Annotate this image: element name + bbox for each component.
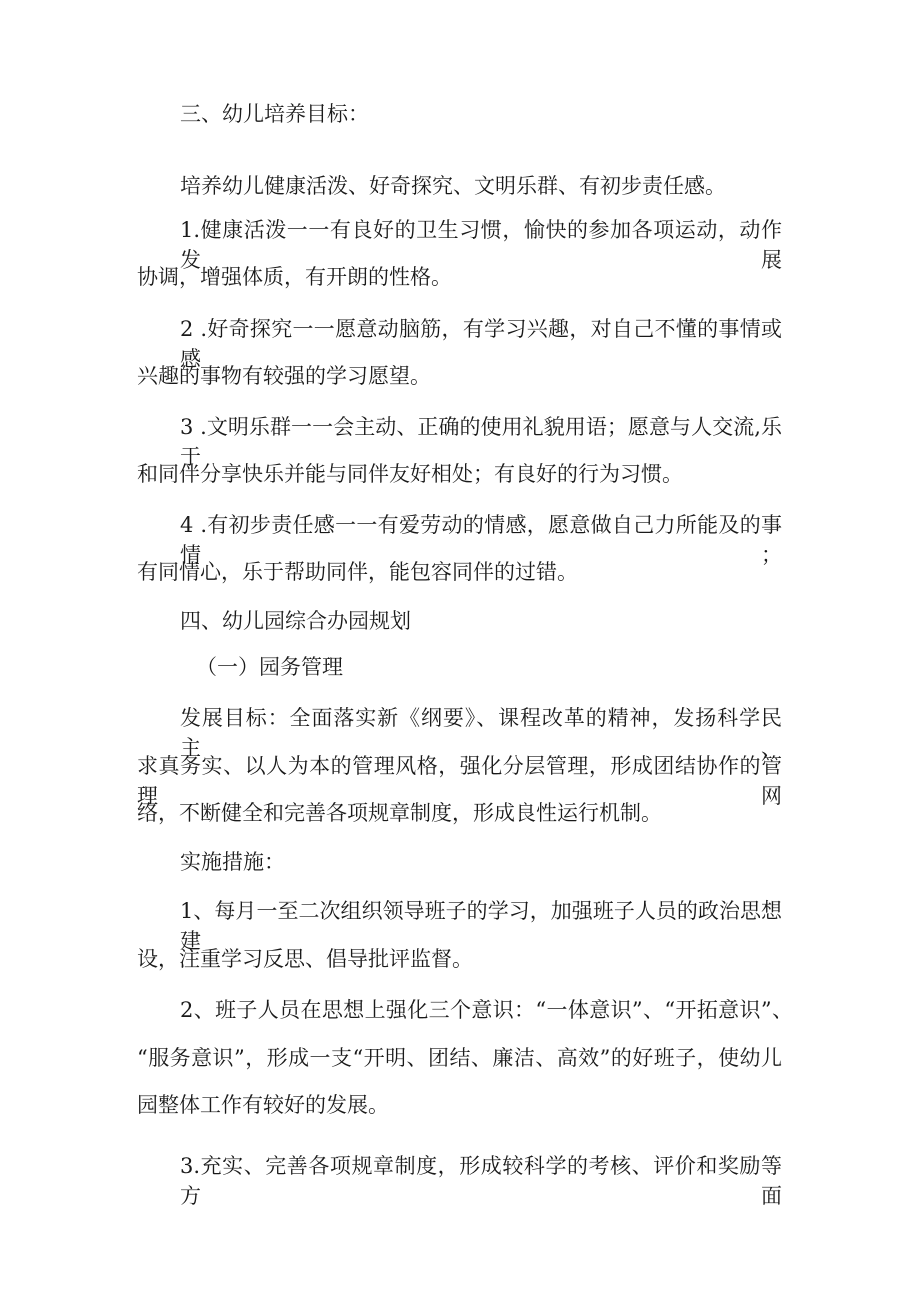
goal-2-line-2: 兴趣的事物有较强的学习愿望。 bbox=[137, 364, 431, 388]
development-goal-line-1: 发展目标：全面落实新《纲要》、课程改革的精神，发扬科学民主、 bbox=[180, 706, 782, 760]
goal-1-line-2: 协调，增强体质，有开朗的性格。 bbox=[137, 265, 452, 289]
measure-1-line-1: 1、每月一至二次组织领导班子的学习，加强班子人员的政治思想建 bbox=[180, 899, 782, 953]
subheading-park-management: （一）园务管理 bbox=[196, 655, 343, 679]
measure-3-line-1: 3.充实、完善各项规章制度，形成较科学的考核、评价和奖励等方面 bbox=[180, 1154, 782, 1208]
measure-2-line-2: “服务意识”，形成一支“开明、团结、廉洁、高效”的好班子，使幼儿 bbox=[137, 1046, 782, 1070]
measure-1-line-2: 设，注重学习反思、倡导批评监督。 bbox=[137, 947, 473, 971]
measure-2-line-3: 园整体工作有较好的发展。 bbox=[137, 1093, 389, 1117]
section-heading-4: 四、幼儿园综合办园规划 bbox=[180, 609, 411, 633]
goal-2-line-1: 2 .好奇探究一一愿意动脑筋，有学习兴趣，对自己不懂的事情或感 bbox=[180, 317, 782, 371]
development-goal-line-3: 络，不断健全和完善各项规章制度，形成良性运行机制。 bbox=[137, 801, 662, 825]
development-goal-line-2: 求真务实、以人为本的管理风格，强化分层管理，形成团结协作的管理网 bbox=[137, 754, 782, 808]
measure-2-line-1: 2、班子人员在思想上强化三个意识：“一体意识”、“开拓意识”、 bbox=[180, 998, 793, 1022]
goal-3-line-1: 3 .文明乐群一一会主动、正确的使用礼貌用语；愿意与人交流,乐于 bbox=[180, 415, 782, 469]
goal-4-line-1: 4 .有初步责任感一一有爱劳动的情感，愿意做自己力所能及的事情； bbox=[180, 513, 782, 567]
measures-label: 实施措施： bbox=[180, 850, 285, 874]
training-goal-intro: 培养幼儿健康活泼、好奇探究、文明乐群、有初步责任感。 bbox=[180, 174, 726, 198]
goal-4-line-2: 有同情心，乐于帮助同伴，能包容同伴的过错。 bbox=[137, 560, 578, 584]
section-heading-3: 三、幼儿培养目标： bbox=[180, 102, 369, 126]
goal-1-line-1: 1.健康活泼一一有良好的卫生习惯，愉快的参加各项运动，动作发展 bbox=[180, 218, 782, 272]
goal-3-line-2: 和同伴分享快乐并能与同伴友好相处；有良好的行为习惯。 bbox=[137, 462, 683, 486]
